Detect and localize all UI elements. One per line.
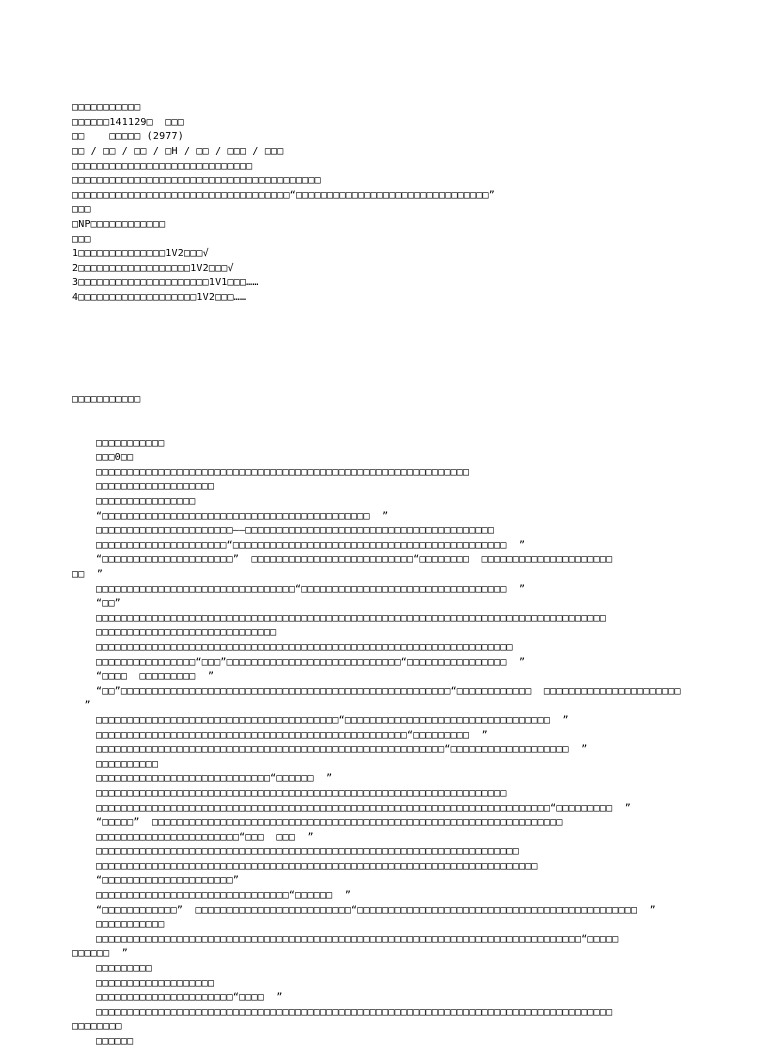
- body-line: □□□0□□: [96, 452, 134, 464]
- body-line: “□□□□□□□□□□□□□□□□□□□□□”: [96, 875, 240, 887]
- body-line: □□□□□□□□□□□□□□□□□□□□□□□“□□□ □□□ ”: [96, 831, 314, 843]
- body-line: □□□□□□□□□□: [96, 758, 159, 770]
- body-line: “□□□□ □□□□□□□□□ ”: [96, 671, 215, 683]
- header-line: □□□□□□□□□□□□□□□□□□□□□□□□□□□□□□□□□□□“□□□□□□□□□□□□□□□□□□□□□□□□□□□□□□□”: [72, 189, 495, 201]
- header-line: □□□□□□□□□□□□□□□□□□□□□□□□□□□□□□□□□□□□□□□□: [72, 175, 321, 187]
- body-line: □□□□□□□□: [72, 1021, 122, 1033]
- body-line: ”: [72, 700, 91, 712]
- header-line: 2□□□□□□□□□□□□□□□□□□1V2□□□√: [72, 262, 234, 274]
- header-line: □□ □□□□□ (2977): [72, 131, 184, 143]
- header-line: □□□: [72, 233, 91, 245]
- body-line: □□□□□□□□□□□□□□□□□□□□□□——□□□□□□□□□□□□□□□□□□□□□□□□□□□□□□□□□□□□□□□□: [96, 525, 495, 537]
- body-line: “□□”□□□□□□□□□□□□□□□□□□□□□□□□□□□□□□□□□□□□□□□□□□□□□□□□□□□□□“□□□□□□□□□□□□ □□□□□□□□□□□□□□□□□□□□□□: [96, 685, 681, 697]
- body-line: □□□□□□□□□: [96, 963, 152, 975]
- body-line: □□□□□□ ”: [72, 948, 128, 960]
- document-header: [72, 101, 732, 305]
- body-line: □□□□□□□□□□□□□□□□: [96, 496, 196, 508]
- body-line: □□□□□□□□□□□□□□□□□□□□□□“□□□□ ”: [96, 992, 283, 1004]
- body-line: □□□□□□□□□□□□□□□□□□□□□□□□□□□□□□□□□□□□□□□□□□□□□□□□□□□□□□□□□□□□□□□□□□□□□□□: [96, 860, 538, 872]
- header-line: □NP□□□□□□□□□□□□: [72, 218, 166, 230]
- body-line: □□□□□□□□□□□□□□□□□□□□□□□□□□□□□□□□□□□□□□□□□□□□□□□□□□□□□□□□□□□□□□□□□□□□□□□□□“□□□□□□□□□ ”: [96, 802, 631, 814]
- body-line: □□□□□□□□□□□□□□□□□□□□□□□□□□□□□□□□□□□□□□□□□□□□□□□□□□□□□□□□□□□□□□□□□□□: [96, 641, 513, 653]
- body-line: □□□□□□□□□□□□□□□□□□□□□□□□□□□□□□□□□□□□□□□□□□□□□□□□□□“□□□□□□□□□ ”: [96, 729, 488, 741]
- section-title: □□□□□□□□□□□: [72, 393, 141, 405]
- body-line: □□□□□□□□□□□□□□□□□□□□□□□□□□□□□□□“□□□□□□ ”: [96, 890, 352, 902]
- body-line: □□□□□□□□□□□: [96, 919, 165, 931]
- header-line: 3□□□□□□□□□□□□□□□□□□□□□1V1□□□……: [72, 277, 259, 289]
- document-body: [72, 437, 732, 1050]
- document-page: [72, 72, 732, 1064]
- body-line: □□□□□□□□□□□□□□□□□□□□□□□□□□□□□□□□□□□□□□□□□□□□□□□□□□□□□□□□□□□□□□□□□□□□□□□□□□□□□□“□□□□□: [96, 933, 619, 945]
- header-line: □□□□□□□□□□□: [72, 102, 141, 114]
- body-line: □□□□□□□□□□□□□□□□□□□□□□□□□□□□□□□□□□□□□□□□□□□□□□□□□□□□□□□□□□□□□□□□□□: [96, 787, 507, 799]
- body-line: □□□□□□□□□□□□□□□□□□□: [96, 977, 215, 989]
- body-line: “□□□□□□□□□□□□□□□□□□□□□” □□□□□□□□□□□□□□□□□□□□□□□□□□“□□□□□□□□ □□□□□□□□□□□□□□□□□□□□□: [96, 554, 613, 566]
- header-line: 1□□□□□□□□□□□□□□1V2□□□√: [72, 248, 209, 260]
- body-line: □□□□□□□□□□□□□□□□□□□□□□□□□□□□□□□□□□□□□□□“□□□□□□□□□□□□□□□□□□□□□□□□□□□□□□□□□ ”: [96, 714, 569, 726]
- body-line: □□□□□□□□□□□: [96, 437, 165, 449]
- body-line: □□□□□□□□□□□□□□□□“□□□”□□□□□□□□□□□□□□□□□□□□□□□□□□□□“□□□□□□□□□□□□□□□□ ”: [96, 656, 526, 668]
- body-line: “□□□□□□□□□□□□” □□□□□□□□□□□□□□□□□□□□□□□□□“□□□□□□□□□□□□□□□□□□□□□□□□□□□□□□□□□□□□□□□□□□□□□ ”: [96, 904, 656, 916]
- body-line: □□□□□□□□□□□□□□□□□□□: [96, 481, 215, 493]
- header-line: □□□: [72, 204, 91, 216]
- header-line: □□ / □□ / □□ / □H / □□ / □□□ / □□□: [72, 145, 284, 157]
- body-line: □□□□□□□□□□□□□□□□□□□□□□□□□□□□□: [96, 627, 277, 639]
- body-line: □□□□□□□□□□□□□□□□□□□□□□□□□□□□□□□□□□□□□□□□□□□□□□□□□□□□□□□□□□□□: [96, 466, 470, 478]
- section-gap: [72, 335, 732, 364]
- header-line: □□□□□□□□□□□□□□□□□□□□□□□□□□□□□: [72, 160, 253, 172]
- body-line: □□ ”: [72, 569, 104, 580]
- body-line: “□□”: [96, 598, 121, 610]
- body-line: □□□□□□□□□□□□□□□□□□□□□“□□□□□□□□□□□□□□□□□□□□□□□□□□□□□□□□□□□□□□□□□□□□ ”: [96, 539, 526, 551]
- body-line: □□□□□□□□□□□□□□□□□□□□□□□□□□□□□□□□□□□□□□□□□□□□□□□□□□□□□□□□□□□□□□□□□□□□□□□□□□□□□□□□□□: [96, 612, 607, 624]
- body-line: □□□□□□□□□□□□□□□□□□□□□□□□□□□□□□□□“□□□□□□□□□□□□□□□□□□□□□□□□□□□□□□□□□ ”: [96, 583, 526, 595]
- body-line: □□□□□□□□□□□□□□□□□□□□□□□□□□□□□□□□□□□□□□□□□□□□□□□□□□□□□□□□“□□□□□□□□□□□□□□□□□□□ ”: [96, 744, 588, 756]
- body-line: □□□□□□□□□□□□□□□□□□□□□□□□□□□□□□□□□□□□□□□□□□□□□□□□□□□□□□□□□□□□□□□□□□□□□□□□□□□□□□□□□□□: [96, 1006, 613, 1018]
- body-line: □□□□□□□□□□□□□□□□□□□□□□□□□□□□“□□□□□□ ”: [96, 773, 333, 785]
- body-line: “□□□□□□□□□□□□□□□□□□□□□□□□□□□□□□□□□□□□□□□□□□□ ”: [96, 510, 389, 522]
- header-line: □□□□□□141129□ □□□: [72, 116, 184, 128]
- body-line: □□□□□□: [96, 1036, 134, 1047]
- body-line: □□□□□□□□□□□□□□□□□□□□□□□□□□□□□□□□□□□□□□□□□□□□□□□□□□□□□□□□□□□□□□□□□□□□: [96, 846, 519, 858]
- header-line: 4□□□□□□□□□□□□□□□□□□□1V2□□□……: [72, 291, 247, 303]
- body-line: “□□□□□” □□□□□□□□□□□□□□□□□□□□□□□□□□□□□□□□□□□□□□□□□□□□□□□□□□□□□□□□□□□□□□□□□□: [96, 817, 563, 829]
